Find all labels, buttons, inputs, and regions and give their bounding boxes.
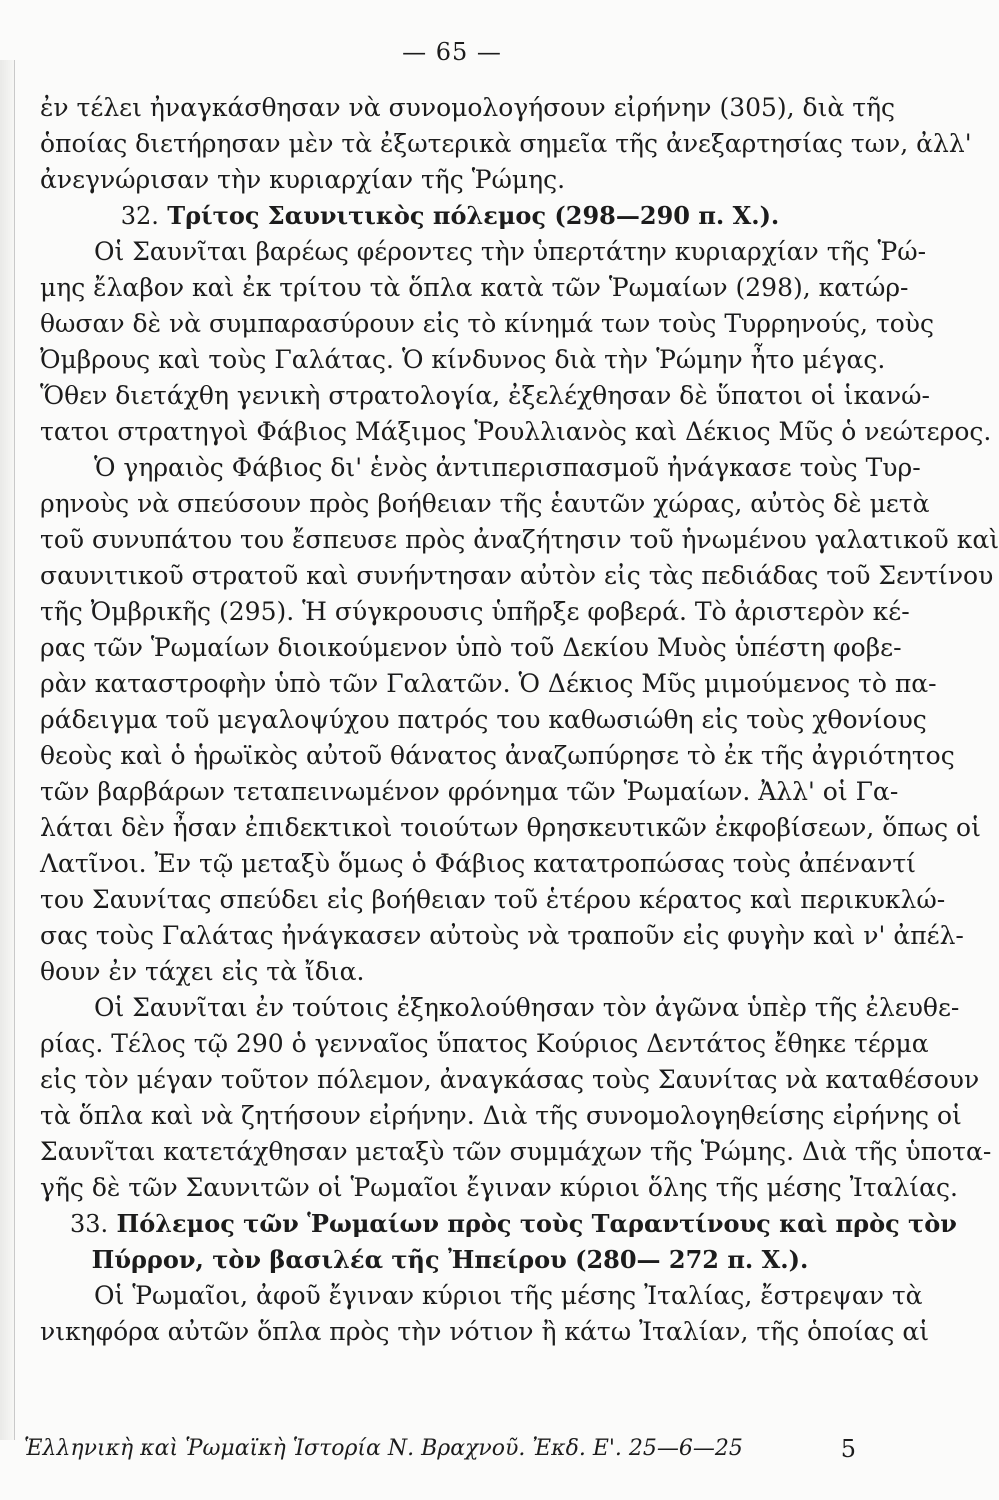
text-line: Σαυνῖται κατετάχθησαν μεταξὺ τῶν συμμάχων τῆς Ῥώμης. Διὰ τῆς ὑποτα- (40, 1137, 992, 1166)
text-line: νικηφόρα αὐτῶν ὅπλα πρὸς τὴν νότιον ἢ κάτω Ἰταλίαν, τῆς ὁποίας αἱ (40, 1317, 930, 1346)
footer-text: Ἑλληνικὴ καὶ Ῥωμαϊκὴ Ἱστορία Ν. Βραχνοῦ. Ἐκδ. Ε'. 25—6—25 (24, 1436, 743, 1461)
text-line: λάται δὲν ἦσαν ἐπιδεκτικοὶ τοιούτων θρησκευτικῶν ἐκφοβίσεων, ὅπως οἱ (40, 813, 981, 842)
text-line: εἰς τὸν μέγαν τοῦτον πόλεμον, ἀναγκάσας τοὺς Σαυνίτας νὰ καταθέσουν (40, 1065, 980, 1094)
text-line: ράδειγμα τοῦ μεγαλοψύχου πατρός του καθωσιώθη εἰς τοὺς χθονίους (40, 705, 927, 734)
text-line: τὰ ὅπλα καὶ νὰ ζητήσουν εἰρήνην. Διὰ τῆς συνομολογηθείσης εἰρήνης οἱ (40, 1101, 962, 1130)
text-line: θουν ἐν τάχει εἰς τὰ ἴδια. (40, 957, 365, 986)
text-line: ρας τῶν Ῥωμαίων διοικούμενον ὑπὸ τοῦ Δεκίου Μυὸς ὑπέστη φοβε- (40, 633, 902, 662)
text-line: Ὁ γηραιὸς Φάβιος δι' ἑνὸς ἀντιπερισπασμοῦ ἠνάγκασε τοὺς Τυρ- (94, 453, 921, 482)
section-number: 32. (120, 202, 159, 230)
binding-margin (0, 60, 15, 1440)
text-line: ἀνεγνώρισαν τὴν κυριαρχίαν τῆς Ῥώμης. (40, 165, 566, 194)
section-33-heading-line-2: Πύρρον, τὸν βασιλέα τῆς Ἠπείρου (280— 272 π. Χ.). (91, 1245, 809, 1274)
text-line: Οἱ Ῥωμαῖοι, ἀφοῦ ἔγιναν κύριοι τῆς μέσης Ἰταλίας, ἔστρεψαν τὰ (94, 1281, 923, 1310)
body-text (40, 90, 999, 1350)
page-number: — 65 — (402, 38, 502, 66)
text-line: Ὀμβρους καὶ τοὺς Γαλάτας. Ὁ κίνδυνος διὰ τὴν Ῥώμην ἦτο μέγας. (40, 345, 886, 374)
section-33-heading (40, 1206, 957, 1242)
text-line: μης ἔλαβον καὶ ἐκ τρίτου τὰ ὅπλα κατὰ τῶν Ῥωμαίων (298), κατώρ- (40, 273, 909, 302)
text-line: γῆς δὲ τῶν Σαυνιτῶν οἱ Ῥωμαῖοι ἔγιναν κύριοι ὅλης τῆς μέσης Ἰταλίας. (40, 1173, 958, 1202)
text-line: Οἱ Σαυνῖται ἐν τούτοις ἐξηκολούθησαν τὸν ἀγῶνα ὑπὲρ τῆς ἐλευθε- (94, 993, 960, 1022)
text-line: σας τοὺς Γαλάτας ἠνάγκασεν αὐτοὺς νὰ τραποῦν εἰς φυγὴν καὶ ν' ἀπέλ- (40, 921, 964, 950)
text-line: ὁποίας διετήρησαν μὲν τὰ ἐξωτερικὰ σημεῖα τῆς ἀνεξαρτησίας των, ἀλλ' (40, 129, 972, 158)
printer-signature: 5 (840, 1435, 856, 1463)
text-line: Οἱ Σαυνῖται βαρέως φέροντες τὴν ὑπερτάτην κυριαρχίαν τῆς Ῥώ- (94, 237, 927, 266)
text-line: τατοι στρατηγοὶ Φάβιος Μάξιμος Ῥουλλιανὸς καὶ Δέκιος Μῦς ὁ νεώτερος. (40, 417, 992, 446)
text-line: του Σαυνίτας σπεύδει εἰς βοήθειαν τοῦ ἑτέρου κέρατος καὶ περικυκλώ- (40, 885, 946, 914)
text-line: Λατῖνοι. Ἐν τῷ μεταξὺ ὅμως ὁ Φάβιος κατατροπώσας τοὺς ἀπέναντί (40, 849, 916, 878)
text-line: θεοὺς καὶ ὁ ἡρωϊκὸς αὐτοῦ θάνατος ἀναζωπύρησε τὸ ἐκ τῆς ἀγριότητος (40, 741, 955, 770)
text-line: τῶν βαρβάρων τεταπεινωμένον φρόνημα τῶν Ῥωμαίων. Ἀλλ' οἱ Γα- (40, 777, 899, 806)
text-line: ἐν τέλει ἠναγκάσθησαν νὰ συνομολογήσουν εἰρήνην (305), διὰ τῆς (40, 93, 896, 122)
section-title: Πόλεμος τῶν Ῥωμαίων πρὸς τοὺς Ταραντίνους καὶ πρὸς τὸν (116, 1209, 957, 1238)
text-line: θωσαν δὲ νὰ συμπαρασύρουν εἰς τὸ κίνημά των τοὺς Τυρρηνούς, τοὺς (40, 309, 934, 338)
text-line: Ὅθεν διετάχθη γενικὴ στρατολογία, ἐξελέχθησαν δὲ ὕπατοι οἱ ἱκανώ- (40, 381, 931, 410)
page-footer (24, 1431, 860, 1467)
section-number: 33. (70, 1210, 109, 1238)
text-line: τοῦ συνυπάτου του ἔσπευσε πρὸς ἀναζήτησιν τοῦ ἡνωμένου γαλατικοῦ καὶ (40, 525, 999, 554)
text-line: σαυνιτικοῦ στρατοῦ καὶ συνήντησαν αὐτὸν εἰς τὰς πεδιάδας τοῦ Σεντίνου (40, 561, 994, 590)
section-title: Τρίτος Σαυνιτικὸς πόλεμος (298—290 π. Χ.). (167, 201, 780, 230)
section-32-heading (40, 198, 860, 234)
text-line: τῆς Ὀμβρικῆς (295). Ἡ σύγκρουσις ὑπῆρξε φοβερά. Τὸ ἀριστερὸν κέ- (40, 597, 910, 626)
text-line: ρὰν καταστροφὴν ὑπὸ τῶν Γαλατῶν. Ὁ Δέκιος Μῦς μιμούμενος τὸ πα- (40, 669, 937, 698)
text-line: ρηνοὺς νὰ σπεύσουν πρὸς βοήθειαν τῆς ἑαυτῶν χώρας, αὐτὸς δὲ μετὰ (40, 489, 930, 518)
text-line: ρίας. Τέλος τῷ 290 ὁ γενναῖος ὕπατος Κούριος Δεντάτος ἔθηκε τέρμα (40, 1029, 929, 1058)
